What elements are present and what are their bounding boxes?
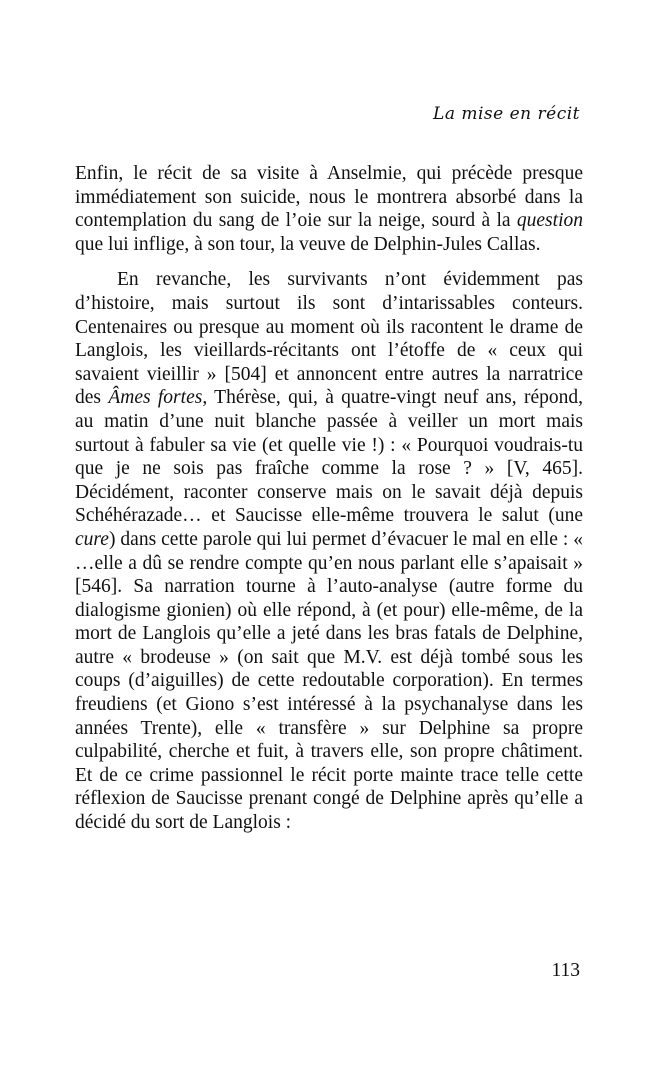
running-head: La mise en récit	[433, 104, 580, 124]
text-segment: ) dans cette parole qui lui permet d’évacuer le mal en elle : « …elle a dû se rendre compte qu’en nous parlant elle s’apaisait » [546]. Sa narration tourne à l’auto-analyse (autre forme du dialogisme gionien) où elle répond, à (et pour) elle-même, de la mort de Langlois qu’elle a jeté dans les bras fatals de Delphine, autre « brodeuse » (on sait que M.V. est déjà tombé sous les coups (d’aiguilles) de cette redoutable corporation). En termes freudiens (et Giono s’est intéressé à la psychanalyse dans les années Trente), elle « transfère » sur Delphine sa propre culpabilité, cherche et fuit, à travers elle, son propre châtiment. Et de ce crime passionnel le récit porte mainte trace telle cette réflexion de Saucisse prenant congé de Delphine après qu’elle a décidé du sort de Langlois :	[75, 528, 583, 834]
paragraph-2	[75, 268, 583, 834]
text-segment: que lui inflige, à son tour, la veuve de Delphin-Jules Callas.	[75, 233, 541, 255]
text-segment: En revanche, les survivants n’ont évidemment pas d’histoire, mais surtout ils sont d’intarissables conteurs. Centenaires ou presque au moment où ils racontent le drame de Langlois, les vieillards-récitants ont l’étoffe de « ceux qui savaient vieillir » [504] et annoncent entre autres la narratrice des	[75, 269, 583, 409]
body-text	[75, 162, 583, 835]
italic-term: cure	[75, 528, 109, 550]
italic-term: question	[516, 210, 583, 232]
text-segment: , Thérèse, qui, à quatre-vingt neuf ans, répond, au matin d’une nuit blanche passée à veiller un mort mais surtout à fabuler sa vie (et quelle vie !) : « Pourquoi voudrais-tu que je ne sois pas fraîche comme la rose ? » [V, 465]. Décidément, raconter conserve mais on le savait déjà depuis Schéhérazade… et Saucisse elle-même trouvera le salut (une	[75, 387, 583, 527]
page-number: 113	[551, 960, 580, 981]
text-segment: Enfin, le récit de sa visite à Anselmie, qui précède presque immédiatement son suicide, nous le montrera absorbé dans la contemplation du sang de l’oie sur la neige, sourd à la	[75, 163, 583, 232]
paragraph-1	[75, 162, 583, 256]
italic-title: Âmes fortes	[108, 387, 203, 409]
